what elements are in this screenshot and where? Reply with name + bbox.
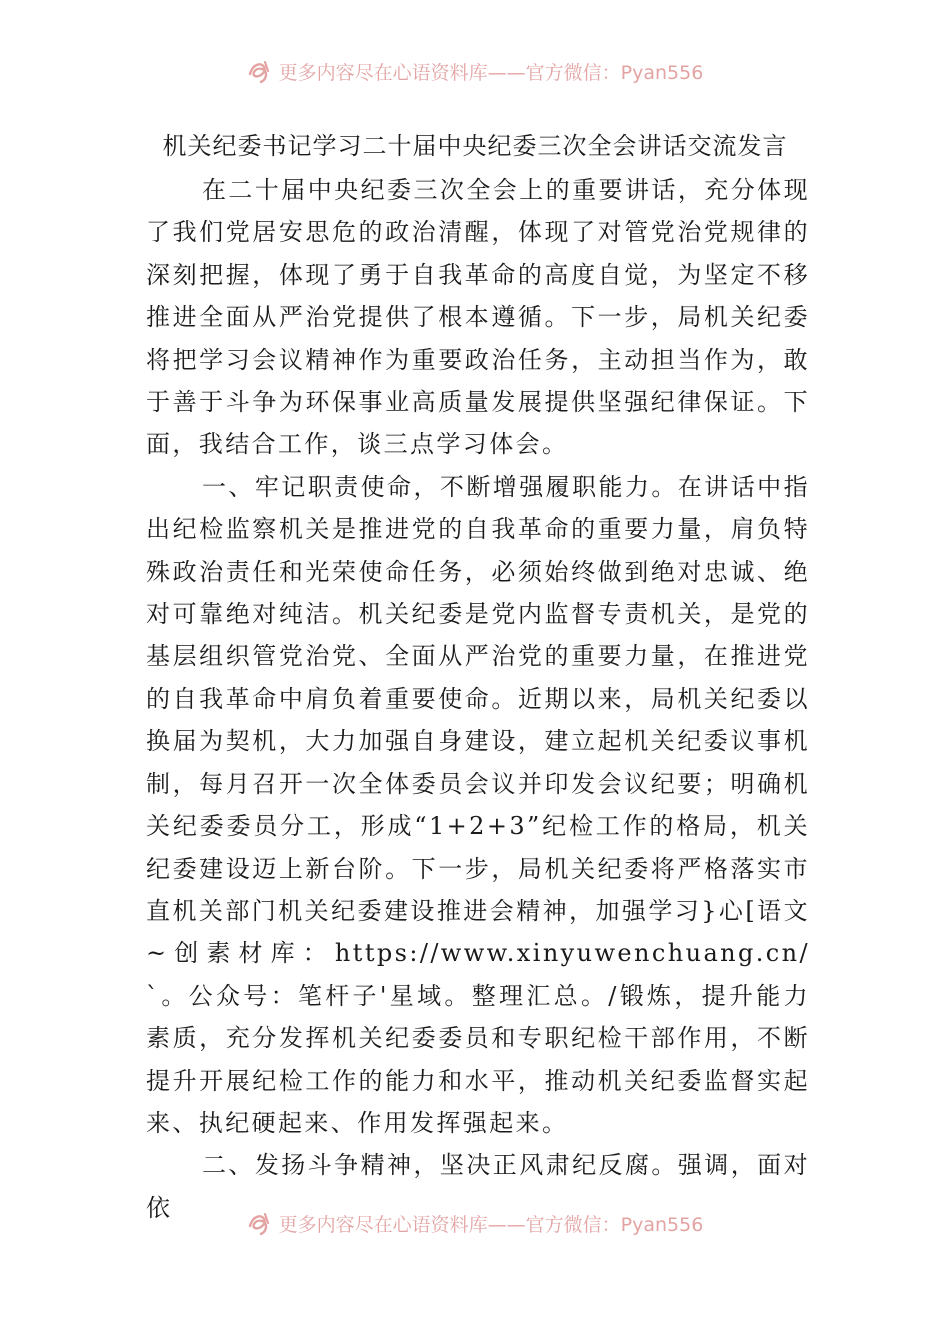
paragraph-point-one: 一、牢记职责使命，不断增强履职能力。在讲话中指出纪检监察机关是推进党的自我革命的重要力量，肩负特殊政治责任和光荣使命任务，必须始终做到绝对忠诚、绝对可靠绝对纯洁。机关纪委是党内监督专责机关，是党的基层组织管党治党、全面从严治党的重要力量，在推进党的自我革命中肩负着重要使命。近期以来，局机关纪委以换届为契机，大力加强自身建设，建立起机关纪委议事机制，每月召开一次全体委员会议并印发会议纪要；明确机关纪委委员分工，形成“1+2+3”纪检工作的格局，机关纪委建设迈上新台阶。下一步，局机关纪委将严格落实市直机关部门机关纪委建设推进会精神，加强学习}心[语文~创素材库：https://www.xinyuwenchuang.cn/`。公众号：笔杆子'星域。整理汇总。/锻炼，提升能力素质，充分发挥机关纪委委员和专职纪检干部作用，不断提升开展纪检工作的能力和水平，推动机关纪委监督实起来、执纪硬起来、作用发挥强起来。 bbox=[146, 472, 810, 1137]
document-title: 机关纪委书记学习二十届中央纪委三次全会讲话交流发言 bbox=[162, 132, 788, 160]
handwritten-logo-icon bbox=[247, 58, 273, 84]
handwritten-logo-icon bbox=[247, 1210, 273, 1236]
footer-watermark bbox=[0, 1206, 950, 1240]
watermark-text: 更多内容尽在心语资料库——官方微信：Pyan556 bbox=[278, 61, 704, 84]
watermark-text: 更多内容尽在心语资料库——官方微信：Pyan556 bbox=[278, 1213, 704, 1236]
paragraph-intro: 在二十届中央纪委三次全会上的重要讲话，充分体现了我们党居安思危的政治清醒，体现了对管党治党规律的深刻把握，体现了勇于自我革命的高度自觉，为坚定不移推进全面从严治党提供了根本遵循。下一步，局机关纪委将把学习会议精神作为重要政治任务，主动担当作为，敢于善于斗争为环保事业高质量发展提供坚强纪律保证。下面，我结合工作，谈三点学习体会。 bbox=[146, 176, 810, 459]
header-watermark bbox=[0, 54, 950, 88]
paragraph-point-two: 二、发扬斗争精神，坚决正风肃纪反腐。强调，面对依 bbox=[146, 1151, 810, 1222]
document-body bbox=[146, 169, 810, 1229]
